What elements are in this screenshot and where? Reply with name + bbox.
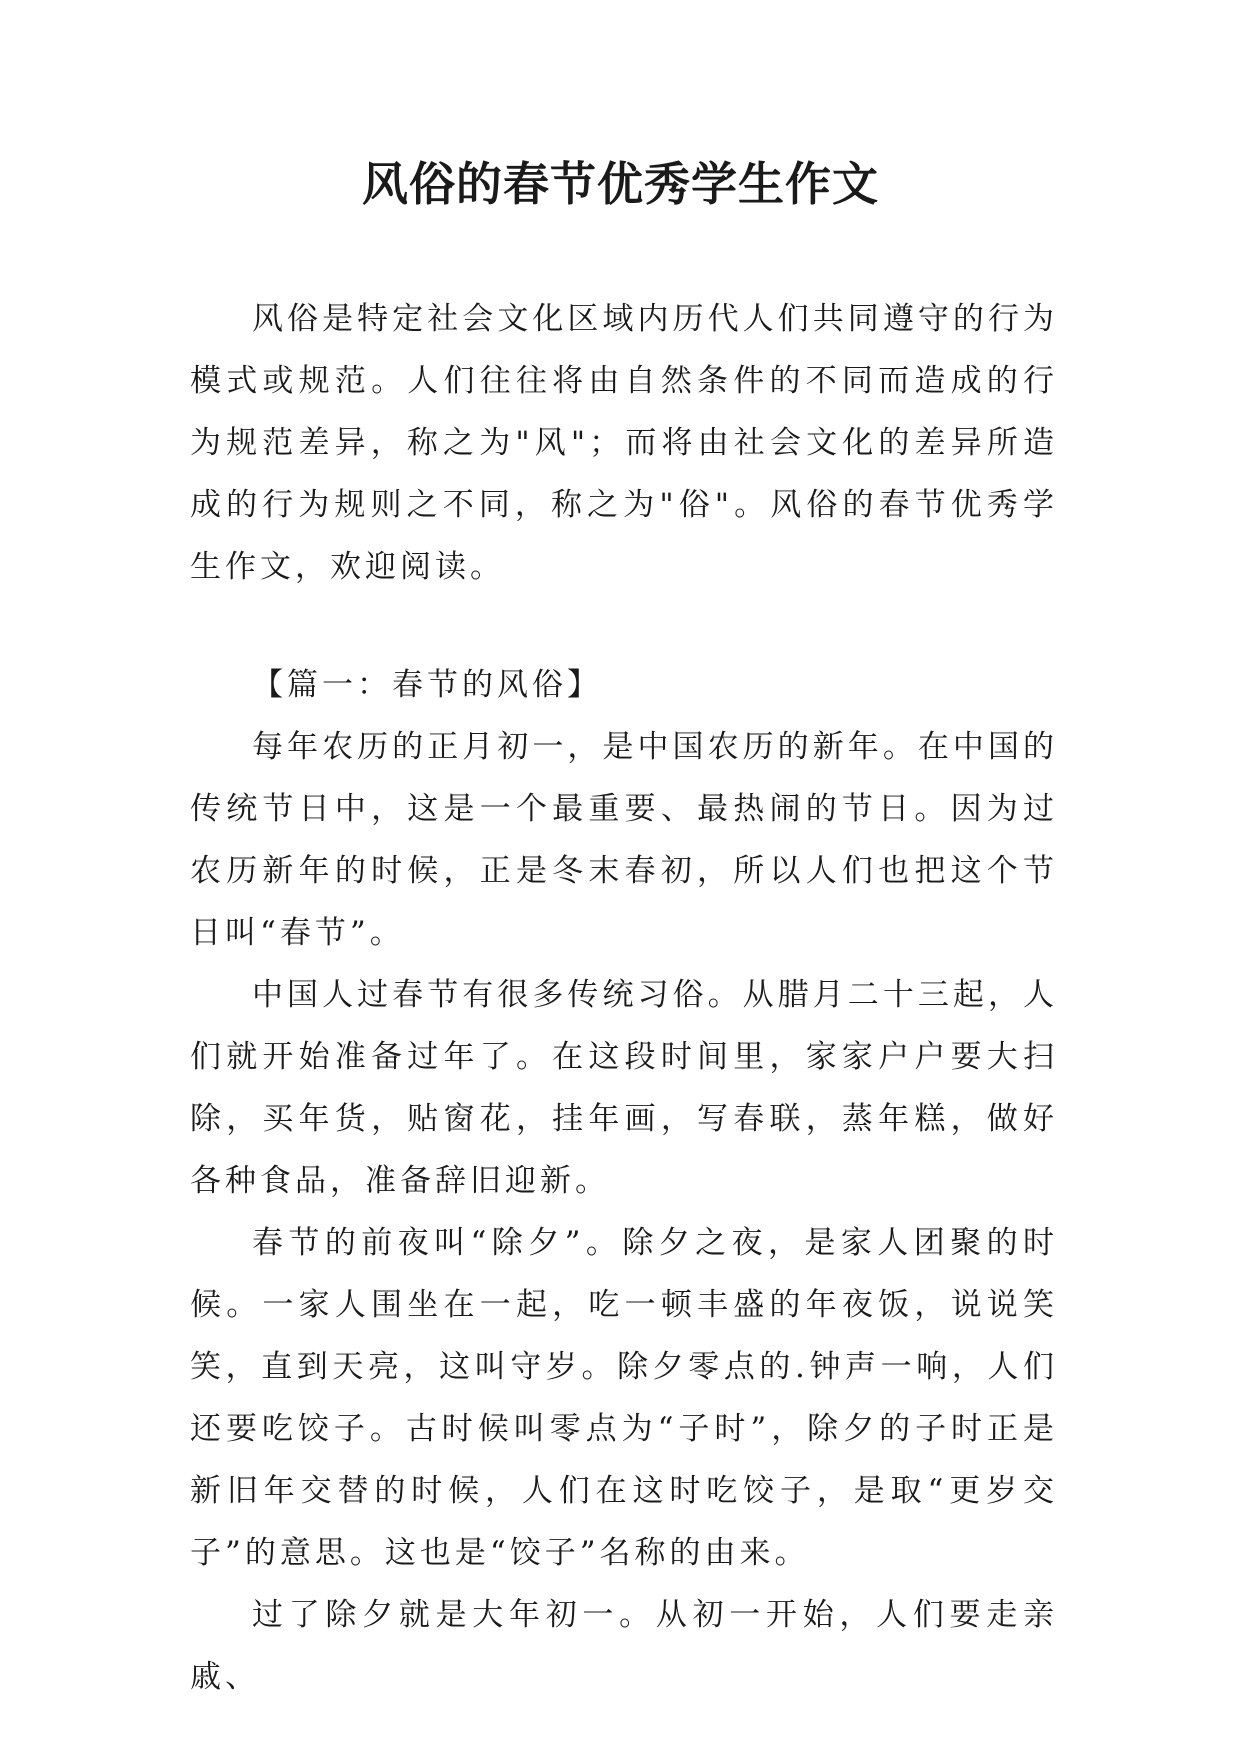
body-paragraph: 过了除夕就是大年初一。从初一开始，人们要走亲戚、 (190, 1597, 1058, 1695)
body-paragraph: 每年农历的正月初一，是中国农历的新年。在中国的传统节日中，这是一个最重要、最热闹的节日。因为过农历新年的时候，正是冬末春初，所以人们也把这个节日叫“春节”。 (190, 729, 1058, 951)
body-paragraph: 中国人过春节有很多传统习俗。从腊月二十三起，人们就开始准备过年了。在这段时间里，家家户户要大扫除，买年货，贴窗花，挂年画，写春联，蒸年糕，做好各种食品，准备辞旧迎新。 (190, 977, 1058, 1199)
body-paragraph: 春节的前夜叫“除夕”。除夕之夜，是家人团聚的时候。一家人围坐在一起，吃一顿丰盛的年夜饭，说说笑笑，直到天亮，这叫守岁。除夕零点的.钟声一响，人们还要吃饺子。古时候叫零点为“子时”，除夕的子时正是新旧年交替的时候，人们在这时吃饺子，是取“更岁交子”的意思。这也是“饺子”名称的由来。 (190, 1225, 1058, 1571)
document-body (190, 288, 1058, 1708)
section-heading: 【篇一：春节的风俗】 (252, 667, 602, 703)
page-title: 风俗的春节优秀学生作文 (362, 157, 879, 211)
intro-paragraph: 风俗是特定社会文化区域内历代人们共同遵守的行为模式或规范。人们往往将由自然条件的不同而造成的行为规范差异，称之为"风"；而将由社会文化的差异所造成的行为规则之不同，称之为"俗"。风俗的春节优秀学生作文，欢迎阅读。 (190, 301, 1058, 585)
